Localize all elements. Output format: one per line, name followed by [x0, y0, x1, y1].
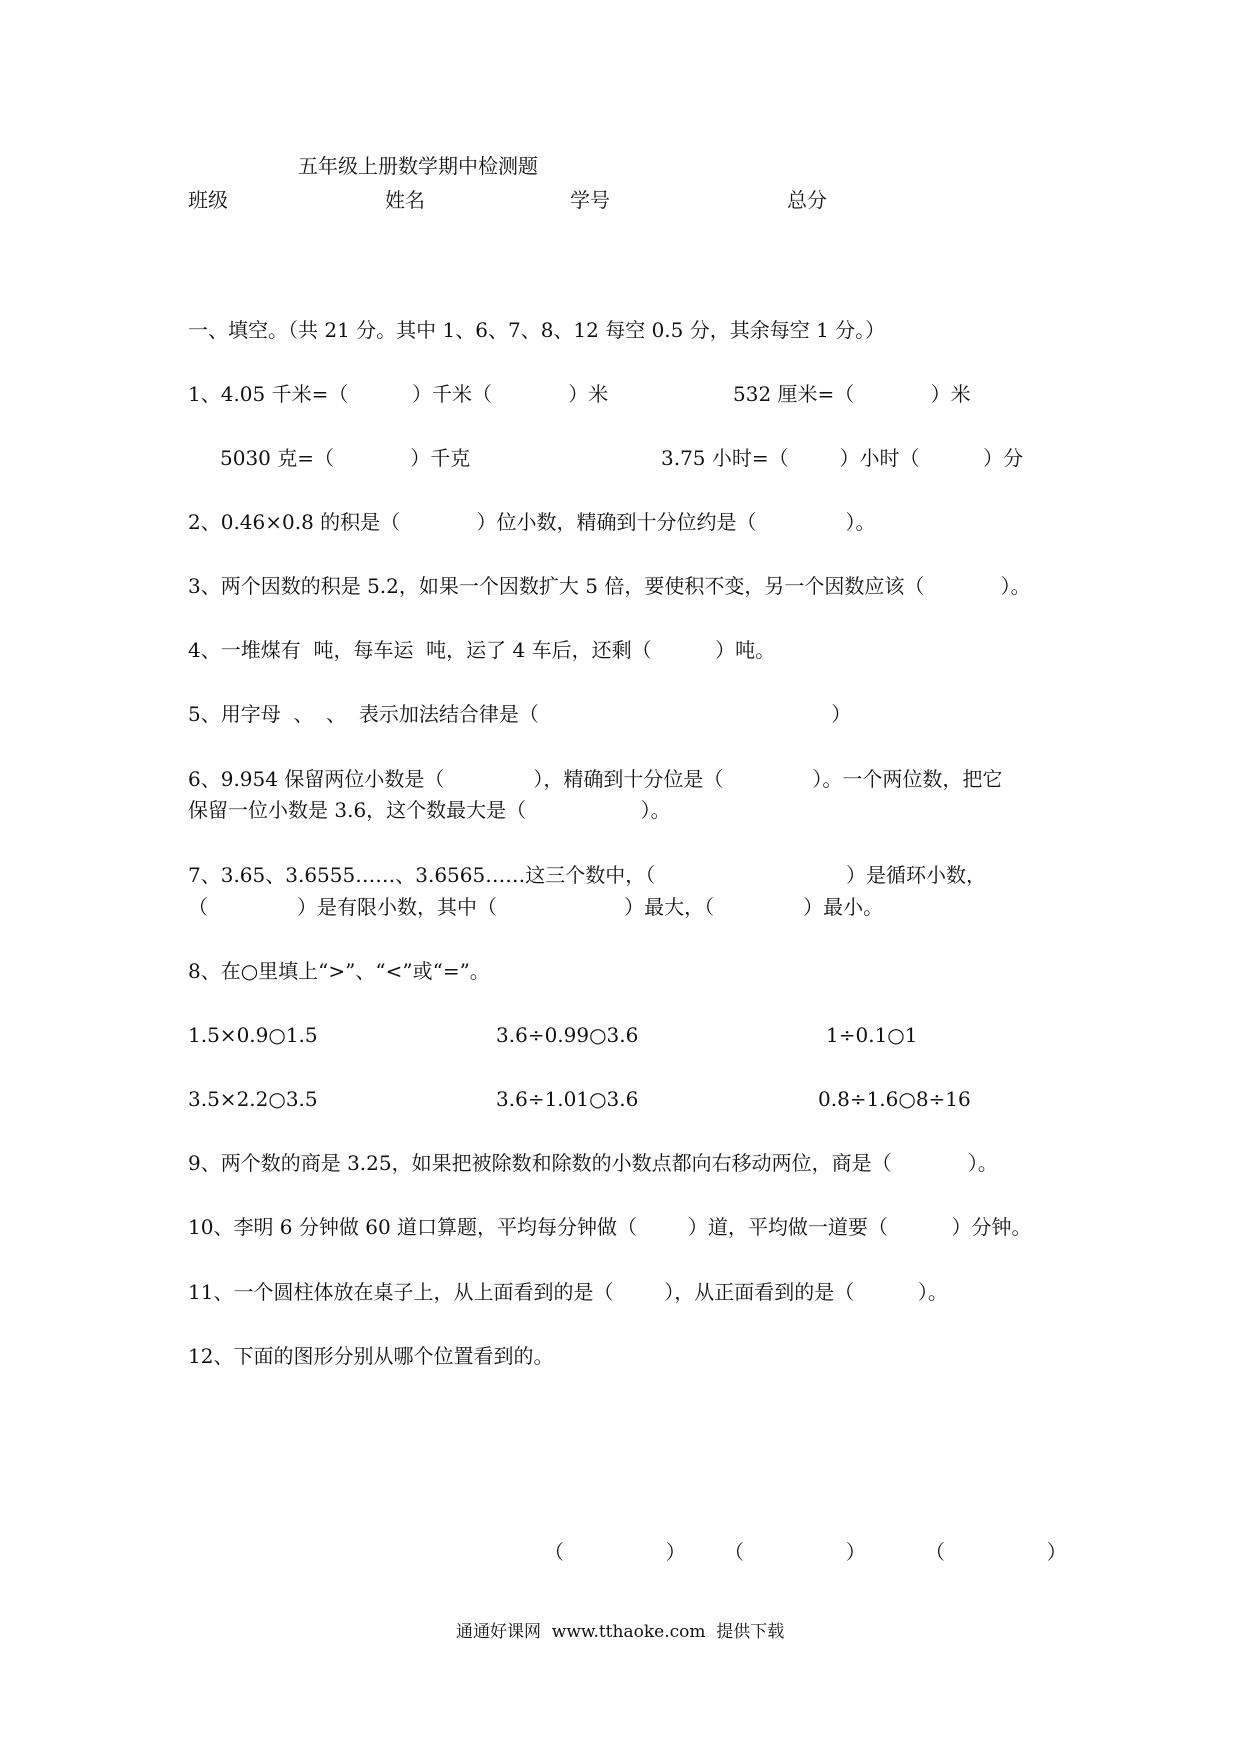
section-heading: 一、填空。（共 21 分。其中 1、6、7、8、12 每空 0.5 分，其余每空 1 分。） — [188, 318, 886, 342]
q10: 10、李明 6 分钟做 60 道口算题，平均每分钟做（ ）道，平均做一道要（ ）分钟。 — [188, 1215, 1032, 1239]
q5: 5、用字母 、 、 表示加法结合律是（ ） — [188, 702, 852, 726]
q8-prompt: 8、在○里填上“>”、“<”或“=”。 — [188, 959, 490, 983]
q7-line2: （ ）是有限小数，其中（ ）最大，（ ）最小。 — [188, 895, 884, 919]
q7-line1: 7、3.65、3.6555……、3.6565……这三个数中，（ ）是循环小数， — [188, 863, 986, 887]
q8-item: 0.8÷1.6○8÷16 — [818, 1087, 971, 1111]
q1-line-c: 5030 克=（ ）千克 — [220, 446, 471, 470]
q2: 2、0.46×0.8 的积是（ ）位小数，精确到十分位约是（ ）。 — [188, 510, 876, 534]
q3: 3、两个因数的积是 5.2，如果一个因数扩大 5 倍，要使积不变，另一个因数应该（ ）。 — [188, 574, 1031, 598]
q6-line1: 6、9.954 保留两位小数是（ ），精确到十分位是（ ）。一个两位数，把它 — [188, 767, 1003, 791]
q12-answer-blank: （ ） — [925, 1540, 1067, 1564]
q8-item: 1.5×0.9○1.5 — [188, 1023, 318, 1047]
class-label: 班级 — [188, 188, 228, 212]
q12-prompt: 12、下面的图形分别从哪个位置看到的。 — [188, 1344, 554, 1368]
q12-answer-blank: （ ） — [724, 1540, 866, 1564]
q8-item: 3.6÷1.01○3.6 — [496, 1087, 639, 1111]
q4: 4、一堆煤有 吨，每车运 吨，运了 4 车后，还剩（ ）吨。 — [188, 638, 776, 662]
q1-line-d: 3.75 小时=（ ）小时（ ）分 — [661, 446, 1024, 470]
q8-item: 3.5×2.2○3.5 — [188, 1087, 318, 1111]
q9: 9、两个数的商是 3.25，如果把被除数和除数的小数点都向右移动两位，商是（ ）。 — [188, 1151, 998, 1175]
q1-line-a: 1、4.05 千米=（ ）千米（ ）米 — [188, 382, 609, 406]
exam-title: 五年级上册数学期中检测题 — [298, 154, 538, 178]
score-label: 总分 — [787, 188, 827, 212]
q1-line-b: 532 厘米=（ ）米 — [733, 382, 971, 406]
q11: 11、一个圆柱体放在桌子上，从上面看到的是（ ），从正面看到的是（ ）。 — [188, 1280, 948, 1304]
name-label: 姓名 — [385, 188, 425, 212]
q8-item: 1÷0.1○1 — [826, 1023, 918, 1047]
student-id-label: 学号 — [570, 188, 610, 212]
footer-source: 通通好课网 www.tthaoke.com 提供下载 — [456, 1622, 785, 1642]
q8-item: 3.6÷0.99○3.6 — [496, 1023, 639, 1047]
q12-answer-blank: （ ） — [544, 1540, 686, 1564]
q6-line2: 保留一位小数是 3.6，这个数最大是（ ）。 — [188, 798, 671, 822]
